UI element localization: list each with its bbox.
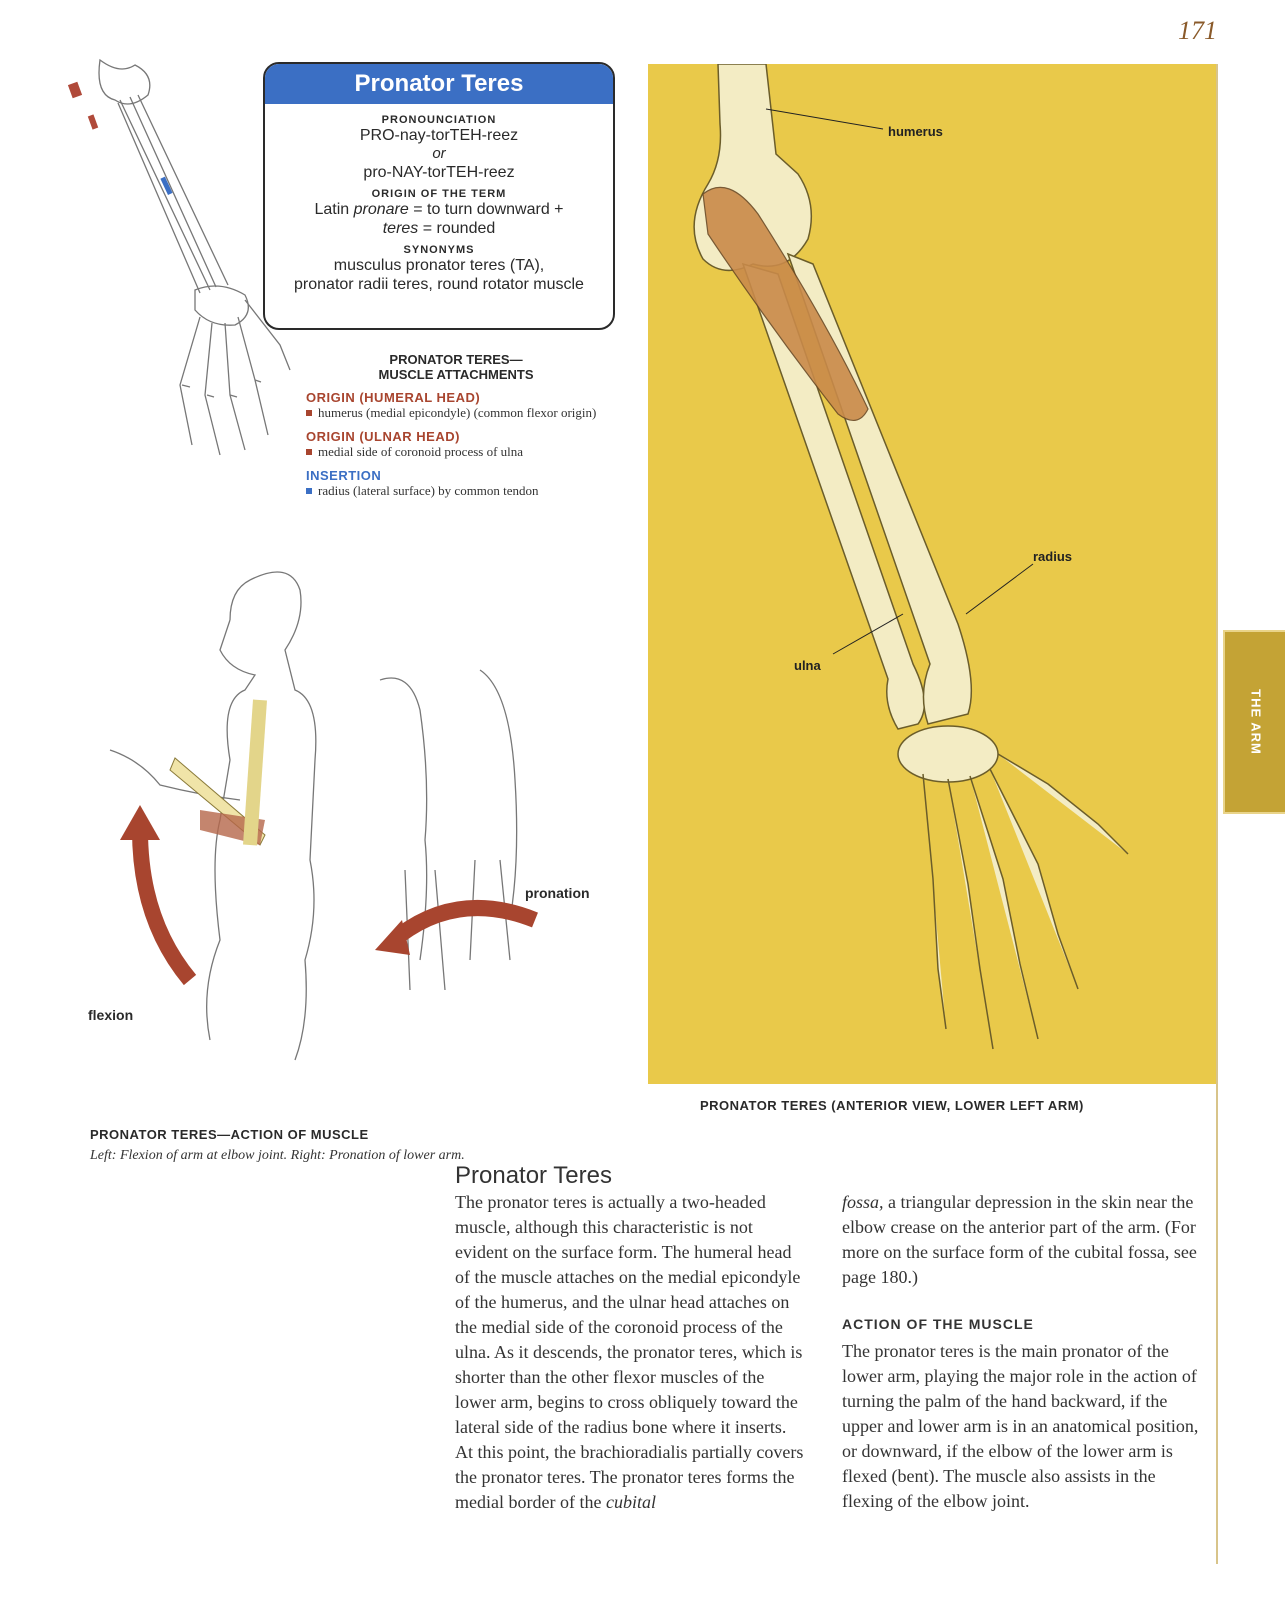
insertion-item: radius (lateral surface) by common tendon — [306, 483, 606, 499]
section-tab-label: THE ARM — [1248, 689, 1264, 755]
action-of-muscle-heading: ACTION OF THE MUSCLE — [842, 1316, 1034, 1332]
arm-skeleton-illustration — [648, 64, 1216, 1084]
pronunciation-or: or — [432, 145, 446, 162]
label-humerus: humerus — [888, 124, 943, 139]
action-caption-text: Left: Flexion of arm at elbow joint. Right: Pronation of lower arm. — [90, 1148, 465, 1163]
origin-of-term-label: ORIGIN OF THE TERM — [371, 188, 507, 200]
attachments-title-line2: MUSCLE ATTACHMENTS — [378, 367, 534, 382]
synonyms-label: SYNONYMS — [403, 244, 475, 256]
info-box-title: Pronator Teres — [265, 64, 613, 104]
flexion-arrow-icon — [140, 830, 190, 980]
attachments-title-line1: PRONATOR TERES— — [389, 352, 523, 367]
action-of-muscle-text: The pronator teres is the main pronator of the lower arm, playing the major role in the action of turning the palm of the hand backward, if the upper and lower arm is in an anatomical position, or downward, if the elbow of the lower arm is flexed (bent). The muscle also assists in the flexing of the elbow joint. — [842, 1341, 1199, 1511]
action-of-muscle-caption — [90, 1127, 470, 1165]
origin-ulnar-item: medial side of coronoid process of ulna — [306, 444, 606, 460]
label-ulna: ulna — [794, 658, 821, 673]
synonyms-line1: musculus pronator teres (TA), — [333, 257, 545, 274]
pronunciation-2: pro-NAY-torTEH-reez — [363, 164, 515, 181]
action-caption-title: PRONATOR TERES—ACTION OF MUSCLE — [90, 1127, 369, 1142]
arm-illustration-caption: PRONATOR TERES (ANTERIOR VIEW, LOWER LEFT ARM) — [700, 1098, 1084, 1113]
label-flexion: flexion — [88, 1007, 134, 1023]
article-title: Pronator Teres — [455, 1162, 612, 1189]
blue-bullet-icon — [306, 488, 312, 494]
synonyms-line2: pronator radii teres, round rotator muscle — [294, 276, 584, 293]
pronation-arrow-icon — [400, 908, 535, 935]
origin-humeral-label: ORIGIN (HUMERAL HEAD) — [306, 390, 481, 405]
label-pronation: pronation — [525, 885, 590, 901]
origin-of-term-line2: teres = rounded — [382, 220, 496, 237]
right-margin-rule — [1216, 64, 1218, 1564]
muscle-attachments — [306, 352, 606, 499]
red-bullet-icon — [306, 410, 312, 416]
origin-of-term-line1: Latin pronare = to turn downward + — [314, 201, 564, 218]
article-column-2-intro: fossa, a triangular depression in the skin near the elbow crease on the anterior part of the arm. (For more on the surface form of the cubital fossa, see page 180.) — [842, 1192, 1197, 1287]
section-tab[interactable] — [1223, 630, 1285, 814]
arm-illustration-panel — [648, 64, 1216, 1084]
origin-ulnar-label: ORIGIN (ULNAR HEAD) — [306, 429, 460, 444]
pronunciation-label: PRONOUNCIATION — [381, 114, 497, 126]
origin-humeral-item: humerus (medial epicondyle) (common flexor origin) — [306, 405, 606, 421]
insertion-label: INSERTION — [306, 468, 382, 483]
page-number: 171 — [1178, 16, 1217, 45]
red-bullet-icon — [306, 449, 312, 455]
article-column-1: The pronator teres is actually a two-headed muscle, although this characteristic is not evident on the surface form. The humeral head of the muscle attaches on the medial epicondyle of the humerus, and the ulnar head attaches on the medial side of the coronoid process of the ulna. As it descends, the pronator teres, which is shorter than the other flexor muscles of the lower arm, begins to cross obliquely toward the lateral side of the radius bone where it inserts. At this point, the brachioradialis partially covers the pronator teres. The pronator teres forms the medial border of the cubital — [455, 1192, 804, 1512]
pronunciation-1: PRO-nay-torTEH-reez — [359, 127, 519, 144]
label-radius: radius — [1033, 549, 1073, 564]
action-of-muscle-figure — [80, 560, 620, 1100]
article-column-2 — [842, 1190, 1202, 1514]
info-box — [263, 62, 615, 330]
